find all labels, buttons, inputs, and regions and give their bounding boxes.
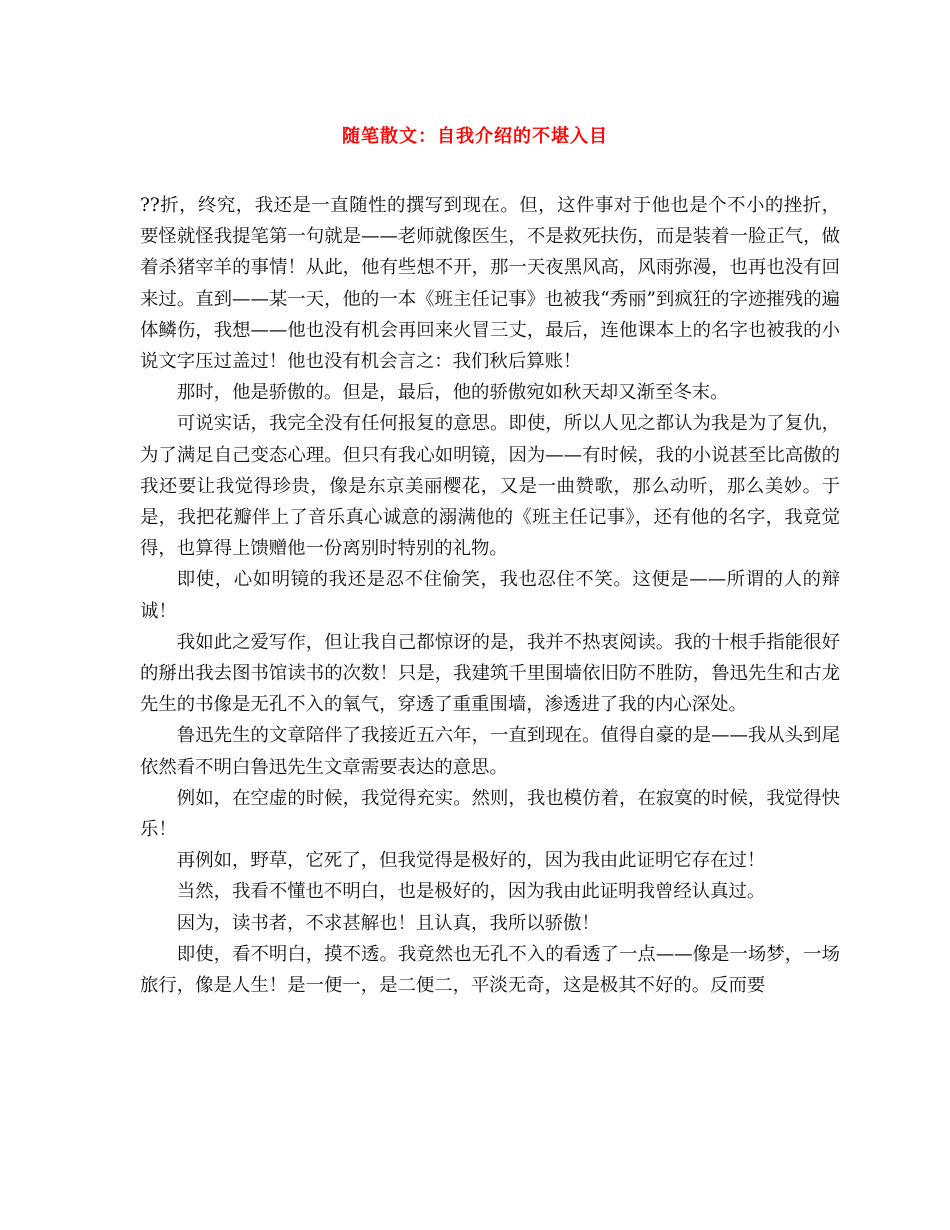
paragraph: 我如此之爱写作，但让我自己都惊讶的是，我并不热衷阅读。我的十根手指能很好的掰出我去图书馆读书的次数！只是，我建筑千里围墙依旧防不胜防，鲁迅先生和古龙先生的书像是无孔不入的氧气，穿透了重重围墙，渗透进了我的内心深处。 — [140, 631, 840, 716]
document-body — [140, 190, 840, 1001]
paragraph: ??折，终究，我还是一直随性的撰写到现在。但，这件事对于他也是个不小的挫折，要怪就怪我提笔第一句就是——老师就像医生，不是救死扶伤，而是装着一脸正气，做着杀猪宰羊的事情！从此，他有些想不开，那一天夜黑风高，风雨弥漫，也再也没有回来过。直到——某一天，他的一本《班主任记事》也被我“秀丽”到疯狂的字迹摧残的遍体鳞伤，我想——他也没有机会再回来火冒三丈，最后，连他课本上的名字也被我的小说文字压过盖过！他也没有机会言之：我们秋后算账！ — [140, 195, 840, 373]
paragraph: 即使，看不明白，摸不透。我竟然也无孔不入的看透了一点——像是一场梦，一场旅行，像是人生！是一便一，是二便二，平淡无奇，这是极其不好的。反而要 — [140, 943, 840, 997]
paragraph: 鲁迅先生的文章陪伴了我接近五六年，一直到现在。值得自豪的是——我从头到尾依然看不明白鲁迅先生文章需要表达的意思。 — [140, 725, 840, 778]
paragraph: 当然，我看不懂也不明白，也是极好的，因为我由此证明我曾经认真过。 — [176, 881, 766, 903]
paragraph: 因为，读书者，不求甚解也！且认真，我所以骄傲！ — [176, 912, 600, 934]
document-title: 随笔散文：自我介绍的不堪入目 — [342, 126, 608, 147]
paragraph: 可说实话，我完全没有任何报复的意思。即使，所以人见之都认为我是为了复仇，为了满足自己变态心理。但只有我心如明镜，因为——有时候，我的小说甚至比高傲的我还要让我觉得珍贵，像是东京美丽樱花，又是一曲赞歌，那么动听，那么美妙。于是，我把花瓣伴上了音乐真心诚意的溺满他的《班主任记事》，还有他的名字，我竟觉得，也算得上馈赠他一份离别时特别的礼物。 — [140, 413, 840, 560]
paragraph: 再例如，野草，它死了，但我觉得是极好的，因为我由此证明它存在过！ — [176, 850, 766, 872]
paragraph: 即使，心如明镜的我还是忍不住偷笑，我也忍住不笑。这便是——所谓的人的辩诚！ — [140, 569, 840, 622]
paragraph: 例如，在空虚的时候，我觉得充实。然则，我也模仿着，在寂寞的时候，我觉得快乐！ — [140, 787, 840, 841]
paragraph: 那时，他是骄傲的。但是，最后，他的骄傲宛如秋天却又渐至冬末。 — [176, 382, 729, 404]
